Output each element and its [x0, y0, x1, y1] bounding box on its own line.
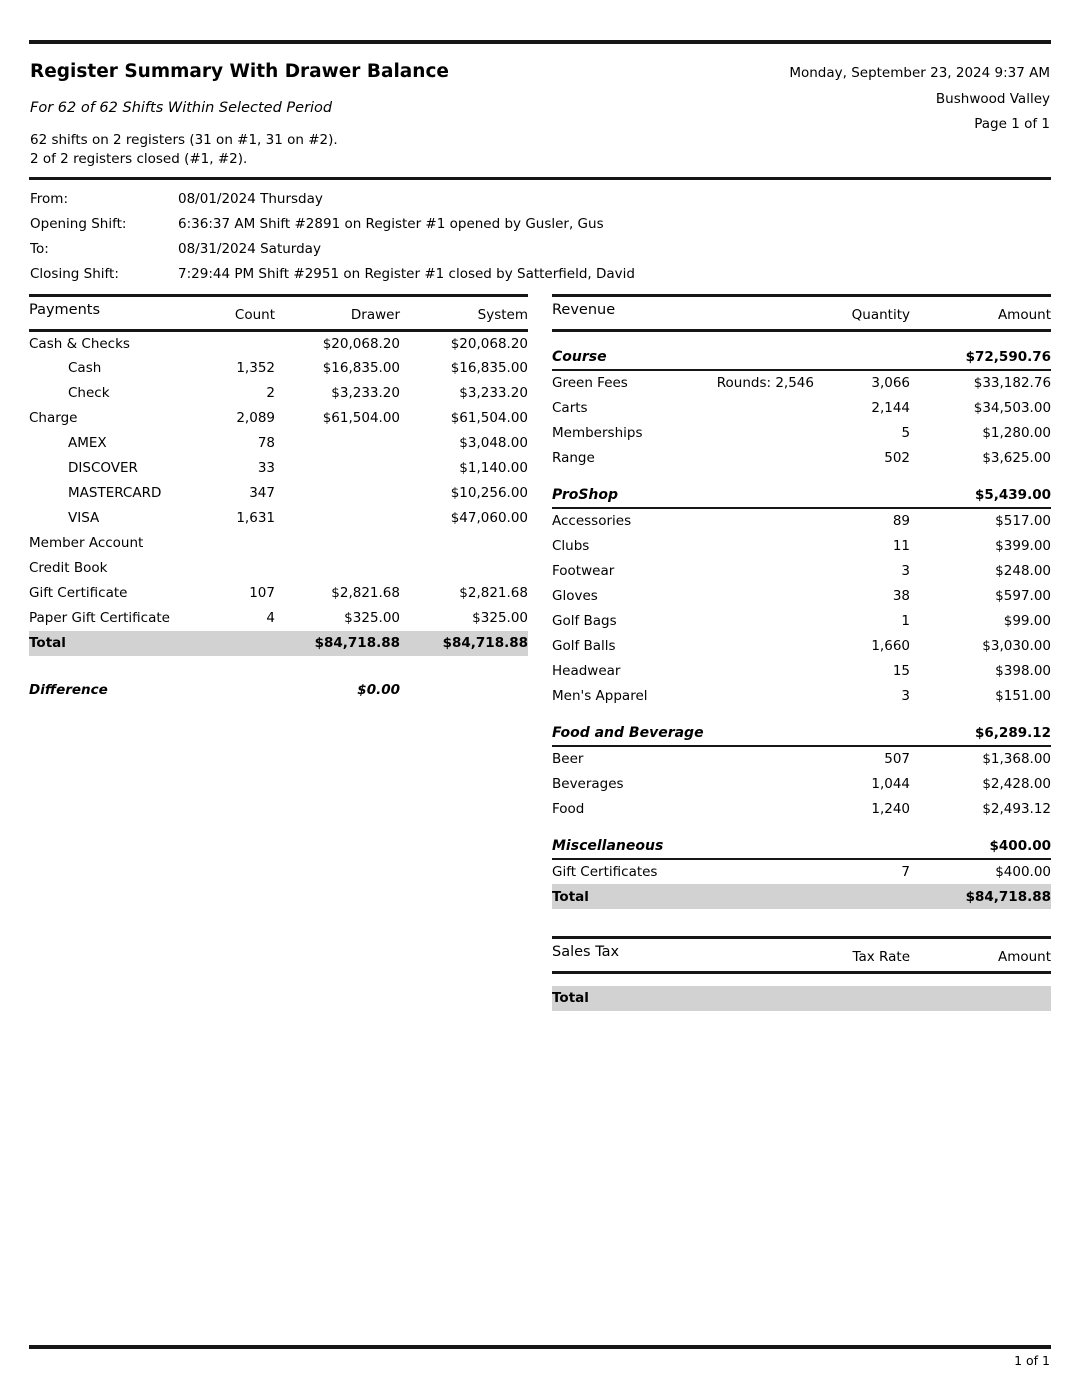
revenue-item-quantity: 2,144 [871, 399, 911, 416]
report-info [30, 131, 449, 168]
revenue-item-row [552, 796, 1051, 821]
difference-spacer [400, 678, 528, 703]
revenue-section-course [552, 345, 1051, 470]
revenue-section-miscellaneous [552, 834, 1051, 909]
section-amount: $5,439.00 [910, 483, 1051, 508]
payment-type-label: Member Account [29, 535, 144, 551]
payments-total-row [29, 631, 528, 656]
sales-tax-total-row [552, 986, 1051, 1011]
revenue-item-row [552, 533, 1051, 558]
revenue-item-row [552, 746, 1051, 771]
payment-count-value [183, 531, 275, 556]
revenue-item-quantity: 3,066 [871, 375, 911, 391]
sales-tax-spacer [552, 973, 1051, 986]
payments-column [29, 294, 528, 1011]
meta-value: 08/01/2024 Thursday [178, 190, 323, 207]
sales-tax-title: Sales Tax [552, 938, 822, 973]
sales-tax-total-amount [910, 986, 1051, 1011]
payment-type-label: Cash & Checks [29, 335, 130, 352]
sales-tax-header-row [552, 938, 1051, 973]
payment-drawer-value [275, 431, 400, 456]
revenue-item-label: Gift Certificates [552, 864, 658, 880]
payment-row [29, 406, 528, 431]
revenue-item-amount: $597.00 [995, 587, 1051, 604]
revenue-item-quantity: 1,660 [871, 637, 910, 654]
revenue-item-label: Golf Bags [552, 612, 617, 629]
revenue-item-quantity: 1,240 [871, 800, 911, 817]
payment-count-value: 1,352 [236, 360, 275, 376]
revenue-item-note: Rounds: 2,546 [716, 375, 814, 391]
payment-system-value: $3,048.00 [459, 435, 528, 451]
payment-count-value: 33 [257, 460, 275, 476]
revenue-item-row [552, 859, 1051, 884]
payment-type-label: Check [68, 385, 110, 401]
revenue-item-quantity: 7 [901, 864, 911, 880]
payments-total-count [183, 631, 275, 656]
section-name: ProShop [552, 483, 910, 508]
revenue-item-quantity: 11 [892, 537, 910, 554]
payment-type-label: Cash [68, 360, 102, 376]
report-datetime: Monday, September 23, 2024 9:37 AM [789, 65, 1050, 81]
payment-count-value [183, 331, 275, 356]
difference-table [29, 678, 528, 703]
payment-row [29, 581, 528, 606]
revenue-item-note [702, 583, 822, 608]
revenue-section-food-and-beverage [552, 721, 1051, 821]
revenue-item-amount: $400.00 [995, 864, 1052, 880]
revenue-item-row [552, 608, 1051, 633]
revenue-item-amount: $248.00 [995, 562, 1051, 579]
report-header [29, 61, 1051, 168]
section-name: Miscellaneous [552, 834, 910, 859]
report-header-right [789, 61, 1050, 138]
payment-count-value: 78 [257, 435, 275, 451]
payment-type-label: Charge [29, 410, 78, 426]
revenue-section-proshop [552, 483, 1051, 708]
revenue-item-row [552, 445, 1051, 470]
revenue-item-row [552, 420, 1051, 445]
meta-value: 08/31/2024 Saturday [178, 240, 321, 257]
payment-count-value [183, 556, 275, 581]
payment-row [29, 356, 528, 381]
revenue-item-label: Food [552, 800, 585, 817]
revenue-item-label: Men's Apparel [552, 687, 648, 704]
meta-row [30, 186, 1049, 211]
revenue-item-quantity: 502 [884, 449, 911, 466]
payment-row [29, 606, 528, 631]
payments-col-system: System [400, 296, 528, 331]
payment-drawer-value [275, 531, 400, 556]
payment-drawer-value [275, 556, 400, 581]
revenue-item-quantity: 5 [901, 424, 911, 441]
payment-count-value: 2,089 [236, 410, 275, 426]
revenue-item-note [702, 633, 822, 658]
payment-row [29, 481, 528, 506]
payments-header-row [29, 296, 528, 331]
revenue-item-amount: $399.00 [995, 537, 1051, 554]
meta-label: Closing Shift: [30, 265, 119, 282]
payment-count-value: 4 [266, 610, 275, 626]
revenue-item-row [552, 395, 1051, 420]
payment-system-value: $1,140.00 [459, 460, 528, 476]
payment-drawer-value: $2,821.68 [331, 585, 400, 601]
difference-spacer [183, 678, 275, 703]
revenue-col-quantity: Quantity [822, 296, 910, 331]
report-header-left [30, 61, 449, 168]
sales-tax-col-amount: Amount [910, 938, 1051, 973]
revenue-item-label: Memberships [552, 424, 643, 441]
meta-label: Opening Shift: [30, 215, 127, 232]
revenue-item-note [702, 395, 822, 420]
site-name: Bushwood Valley [935, 90, 1050, 107]
payments-total-system: $84,718.88 [400, 631, 528, 656]
section-header-row [552, 834, 1051, 859]
top-divider [29, 40, 1051, 44]
payment-system-value: $3,233.20 [459, 385, 528, 401]
revenue-item-note [702, 658, 822, 683]
payment-drawer-value: $61,504.00 [322, 410, 400, 426]
difference-value: $0.00 [357, 682, 400, 698]
payment-system-value [400, 531, 528, 556]
revenue-header-table [552, 294, 1051, 332]
payment-system-value: $2,821.68 [459, 585, 528, 601]
revenue-item-amount: $3,030.00 [982, 637, 1051, 654]
payment-drawer-value [275, 506, 400, 531]
revenue-item-label: Headwear [552, 662, 621, 679]
payment-type-label: Gift Certificate [29, 585, 128, 601]
revenue-item-label: Beverages [552, 775, 624, 792]
revenue-item-row [552, 633, 1051, 658]
payment-drawer-value: $325.00 [344, 610, 400, 626]
section-name: Food and Beverage [552, 721, 910, 746]
payment-type-label: VISA [68, 510, 100, 526]
revenue-item-quantity: 38 [892, 587, 910, 604]
payment-drawer-value [275, 456, 400, 481]
difference-label: Difference [29, 682, 108, 698]
payment-row [29, 431, 528, 456]
revenue-item-label: Gloves [552, 587, 598, 604]
revenue-item-amount: $1,368.00 [982, 751, 1052, 767]
payments-col-drawer: Drawer [275, 296, 400, 331]
page-indicator: Page 1 of 1 [974, 116, 1050, 132]
payment-drawer-value: $3,233.20 [331, 385, 400, 401]
meta-label: To: [30, 240, 49, 257]
revenue-item-note [702, 420, 822, 445]
revenue-item-amount: $3,625.00 [982, 449, 1052, 466]
payment-system-value: $61,504.00 [450, 410, 528, 426]
payment-drawer-value: $16,835.00 [322, 360, 400, 376]
revenue-item-note [702, 445, 822, 470]
revenue-item-amount: $34,503.00 [973, 399, 1052, 416]
revenue-item-quantity: 1 [901, 612, 910, 629]
report-subtitle: For 62 of 62 Shifts Within Selected Period [30, 100, 333, 116]
payment-system-value: $325.00 [472, 610, 528, 626]
revenue-item-row [552, 508, 1051, 533]
revenue-column [552, 294, 1051, 1011]
payment-type-label: DISCOVER [68, 460, 138, 476]
payments-title: Payments [29, 296, 183, 331]
payment-system-value: $47,060.00 [450, 510, 528, 526]
payment-row [29, 381, 528, 406]
meta-value: 6:36:37 AM Shift #2891 on Register #1 opened by Gusler, Gus [178, 215, 604, 232]
difference-row [29, 678, 528, 703]
section-header-row [552, 483, 1051, 508]
revenue-item-quantity: 3 [901, 687, 910, 704]
revenue-item-amount: $517.00 [995, 513, 1051, 529]
registers-closed-line: 2 of 2 registers closed (#1, #2). [30, 150, 248, 167]
revenue-item-amount: $2,428.00 [982, 775, 1052, 792]
payment-system-value: $10,256.00 [450, 485, 528, 501]
section-amount: $400.00 [910, 834, 1051, 859]
revenue-item-note [702, 746, 822, 771]
payment-count-value: 107 [249, 585, 275, 601]
payment-system-value [400, 556, 528, 581]
payment-type-label: AMEX [68, 435, 107, 451]
revenue-item-row [552, 683, 1051, 708]
revenue-item-label: Footwear [552, 562, 615, 579]
section-name: Course [552, 345, 910, 370]
revenue-item-amount: $1,280.00 [982, 424, 1052, 441]
revenue-item-quantity: 89 [892, 513, 910, 529]
revenue-item-amount: $398.00 [995, 662, 1051, 679]
section-amount: $72,590.76 [910, 345, 1051, 370]
payment-type-label: Paper Gift Certificate [29, 610, 170, 626]
payment-row [29, 331, 528, 356]
revenue-item-label: Green Fees [552, 375, 628, 391]
revenue-item-note [702, 683, 822, 708]
section-header-row [552, 345, 1051, 370]
revenue-total-label: Total [552, 884, 910, 909]
revenue-item-row [552, 658, 1051, 683]
payment-count-value: 347 [249, 485, 275, 501]
payments-col-count: Count [183, 296, 275, 331]
sales-tax-total-label: Total [552, 986, 822, 1011]
meta-row [30, 261, 1049, 286]
meta-row [30, 236, 1049, 261]
meta-row [30, 211, 1049, 236]
revenue-item-label: Range [552, 449, 595, 466]
section-header-row [552, 721, 1051, 746]
revenue-item-quantity: 1,044 [871, 775, 911, 792]
revenue-item-label: Carts [552, 399, 588, 416]
revenue-item-note [702, 771, 822, 796]
revenue-item-note [702, 508, 822, 533]
payment-row [29, 556, 528, 581]
payment-drawer-value: $20,068.20 [322, 335, 400, 352]
payment-count-value: 1,631 [236, 510, 275, 526]
revenue-item-row [552, 771, 1051, 796]
revenue-item-note [702, 608, 822, 633]
revenue-item-amount: $33,182.76 [973, 375, 1052, 391]
report-body [29, 294, 1051, 1011]
report-title: Register Summary With Drawer Balance [30, 61, 449, 82]
revenue-item-row [552, 370, 1051, 395]
payments-table [29, 294, 528, 656]
revenue-item-label: Clubs [552, 537, 590, 554]
revenue-item-row [552, 583, 1051, 608]
payment-row [29, 531, 528, 556]
section-amount: $6,289.12 [910, 721, 1051, 746]
sales-tax-table [552, 936, 1051, 1011]
revenue-total-row [552, 884, 1051, 909]
revenue-item-amount: $151.00 [995, 687, 1051, 704]
revenue-item-note [702, 533, 822, 558]
payment-row [29, 506, 528, 531]
payments-total-label: Total [29, 631, 183, 656]
meta-label: From: [30, 190, 68, 207]
revenue-item-note [702, 859, 822, 884]
revenue-total-amount: $84,718.88 [910, 884, 1051, 909]
shifts-summary-line: 62 shifts on 2 registers (31 on #1, 31 on #2). [30, 132, 338, 148]
payment-row [29, 456, 528, 481]
revenue-title: Revenue [552, 296, 822, 331]
revenue-item-quantity: 507 [884, 751, 911, 767]
footer-divider [29, 1345, 1051, 1349]
footer-page-number: 1 of 1 [1014, 1353, 1050, 1368]
sales-tax-total-rate [822, 986, 910, 1011]
payment-type-label: Credit Book [29, 560, 108, 576]
revenue-header-row [552, 296, 1051, 331]
revenue-item-amount: $99.00 [1003, 612, 1051, 629]
meta-value: 7:29:44 PM Shift #2951 on Register #1 closed by Satterfield, David [178, 265, 635, 282]
payment-type-label: MASTERCARD [68, 485, 162, 501]
revenue-col-amount: Amount [910, 296, 1051, 331]
revenue-item-label: Golf Balls [552, 637, 616, 654]
payment-system-value: $20,068.20 [450, 335, 528, 352]
sales-tax-col-rate: Tax Rate [822, 938, 910, 973]
revenue-item-quantity: 3 [901, 562, 910, 579]
revenue-item-label: Accessories [552, 513, 632, 529]
payment-system-value: $16,835.00 [450, 360, 528, 376]
report-period-block [29, 180, 1051, 294]
revenue-item-label: Beer [552, 751, 584, 767]
revenue-item-row [552, 558, 1051, 583]
payments-total-drawer: $84,718.88 [275, 631, 400, 656]
revenue-item-note [702, 796, 822, 821]
payment-drawer-value [275, 481, 400, 506]
revenue-item-quantity: 15 [892, 662, 910, 679]
payment-count-value: 2 [266, 385, 275, 401]
revenue-item-note [702, 558, 822, 583]
revenue-item-amount: $2,493.12 [982, 800, 1052, 817]
